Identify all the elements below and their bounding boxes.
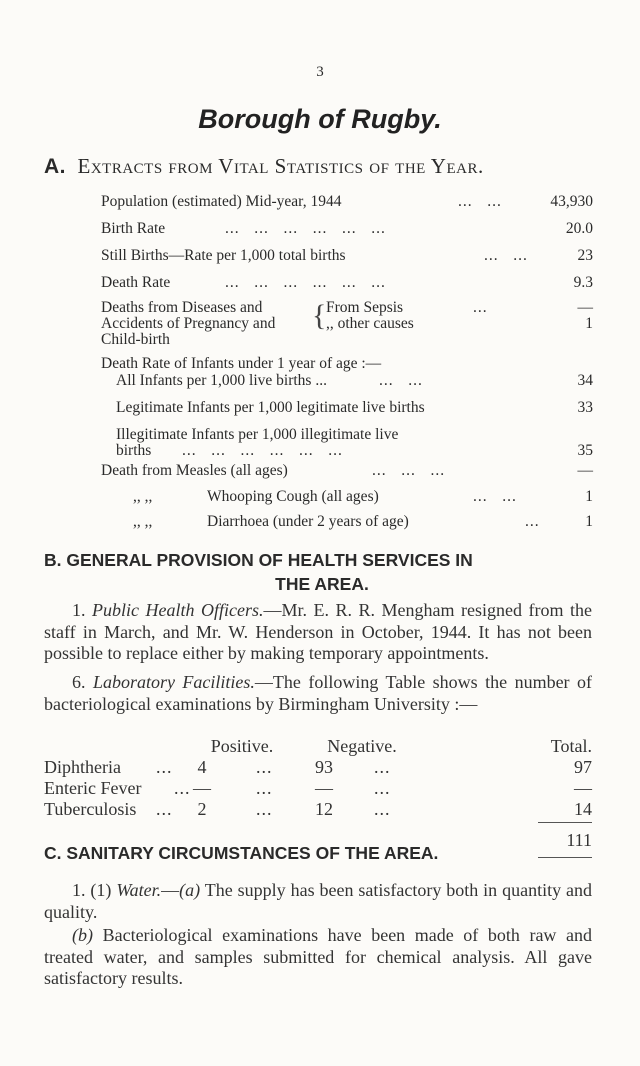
row-name: Enteric Fever bbox=[44, 778, 142, 798]
para-text: —Mr. E. R. R. Mengham resigned from the staff in March, and Mr. W. Henderson in October, 1944. It has not been possible to replace either by making temporary appointments. bbox=[44, 600, 592, 663]
stat-label: Birth Rate bbox=[101, 220, 166, 237]
ditto-marks: ,, ,, bbox=[133, 488, 153, 505]
section-b-heading-line2: THE AREA. bbox=[275, 574, 369, 594]
stat-value: — bbox=[577, 462, 593, 479]
stat-row-measles: Death from Measles (all ages) ... ... ... — bbox=[101, 462, 593, 479]
row-total: — bbox=[574, 778, 592, 798]
row-total: 97 bbox=[574, 757, 592, 777]
row-positive: — bbox=[193, 778, 211, 798]
other-causes-value: 1 bbox=[585, 315, 593, 332]
para-sub: (a) bbox=[179, 880, 201, 900]
para-text: Bacteriological examinations have been made of both raw and treated water, and samples submitted for chemical analysis. All gave satisfactory results. bbox=[44, 925, 592, 988]
paragraph-public-health-officers bbox=[44, 600, 592, 665]
para-title: Public Health Officers. bbox=[92, 600, 264, 620]
stat-value: 43,930 bbox=[550, 193, 593, 210]
infant-death-heading: Death Rate of Infants under 1 year of age :— bbox=[101, 355, 382, 372]
stat-row-diarrhoea: ,, ,, Diarrhoea (under 2 years of age) ... 1 bbox=[133, 513, 593, 530]
total-rule-top bbox=[538, 822, 592, 823]
section-a-heading-part2: the Year. bbox=[395, 154, 484, 178]
row-negative: 93 bbox=[315, 757, 333, 777]
stat-label: Death Rate bbox=[101, 274, 171, 291]
stat-row-illegit-infants: Illegitimate Infants per 1,000 illegitimate live births ... ... ... ... ... ... 35 bbox=[116, 426, 593, 459]
from-sepsis-label: From Sepsis bbox=[326, 299, 404, 316]
stat-value: 33 bbox=[577, 399, 593, 416]
row-negative: 12 bbox=[315, 799, 333, 819]
stat-row-legit-infants bbox=[116, 398, 593, 418]
stat-value: 34 bbox=[577, 372, 593, 389]
paragraph-water-b bbox=[44, 925, 592, 990]
header-total: Total. bbox=[550, 736, 592, 756]
stat-row-still-births: Still Births—Rate per 1,000 total births ... ... 23 bbox=[101, 247, 593, 264]
stat-label: Population (estimated) Mid-year, 1944 bbox=[101, 193, 342, 210]
stat-value: 1 bbox=[585, 488, 593, 505]
table-row: Enteric Fever ... — ... — ... — bbox=[44, 778, 592, 798]
maternal-label-line3: Child-birth bbox=[101, 331, 170, 348]
stat-value: 20.0 bbox=[565, 220, 593, 237]
header-negative: Negative. bbox=[327, 736, 397, 756]
stat-value: 9.3 bbox=[573, 274, 593, 291]
para-text: The supply has been satisfactory both in quantity and quality. bbox=[44, 880, 592, 922]
para-number: 6. bbox=[72, 672, 86, 692]
stat-value: 23 bbox=[577, 247, 593, 264]
para-text: —The following Table shows the number of bacteriological examinations by Birmingham University :— bbox=[44, 672, 593, 714]
row-name: Tuberculosis bbox=[44, 799, 137, 819]
section-a-heading-part1: Extracts from Vital Statistics of bbox=[77, 154, 390, 178]
para-title: Water. bbox=[116, 880, 162, 900]
row-positive: 2 bbox=[197, 799, 207, 819]
para-number: 1. bbox=[72, 600, 86, 620]
row-total: 14 bbox=[574, 799, 592, 819]
stat-label: Legitimate Infants per 1,000 legitimate live births bbox=[116, 399, 425, 416]
header-positive: Positive. bbox=[210, 736, 274, 756]
stat-row-population: Population (estimated) Mid-year, 1944 ... ... 43,930 bbox=[101, 193, 593, 210]
other-causes-label: ,, other causes bbox=[326, 315, 414, 332]
sepsis-value: — bbox=[577, 299, 593, 316]
maternal-label-line2: Accidents of Pregnancy and bbox=[101, 315, 276, 332]
stat-label: Diarrhoea (under 2 years of age) bbox=[207, 513, 409, 530]
stat-value: 35 bbox=[577, 442, 593, 459]
paragraph-water-a: 1. (1) Water.—(a) The supply has been satisfactory both in quantity and quality. bbox=[44, 880, 592, 922]
maternal-label-line1: Deaths from Diseases and bbox=[101, 299, 263, 316]
stat-value: 1 bbox=[585, 513, 593, 530]
para-number: 1. (1) bbox=[72, 880, 112, 900]
para-sub: (b) bbox=[72, 925, 93, 945]
stat-label: All Infants per 1,000 live births ... bbox=[116, 372, 327, 389]
table-row: Diphtheria ... 4 ... 93 ... 97 bbox=[44, 757, 592, 777]
stat-label-line1: Illegitimate Infants per 1,000 illegitimate live bbox=[116, 426, 399, 443]
stat-label: Whooping Cough (all ages) bbox=[207, 488, 379, 505]
stat-label: Death from Measles (all ages) bbox=[101, 462, 288, 479]
section-a-letter: A. bbox=[44, 155, 66, 178]
stat-row-death-rate: Death Rate ... ... ... ... ... ... 9.3 bbox=[101, 274, 593, 291]
section-b-heading bbox=[44, 548, 600, 596]
row-name: Diphtheria bbox=[44, 757, 121, 777]
section-a-heading bbox=[44, 154, 604, 179]
stat-block-maternal-deaths: Deaths from Diseases and Accidents of Pregnancy and Child-birth { From Sepsis ... ,, other causes — 1 bbox=[101, 299, 593, 348]
table-row: Tuberculosis ... 2 ... 12 ... 14 bbox=[44, 799, 592, 819]
stat-label-line2: births bbox=[116, 442, 152, 459]
brace-symbol: { bbox=[312, 299, 327, 332]
stat-row-whooping-cough: ,, ,, Whooping Cough (all ages) ... ... 1 bbox=[133, 488, 593, 505]
stat-row-all-infants: All Infants per 1,000 live births ... ... ... 34 bbox=[116, 372, 593, 389]
section-c-heading: C. SANITARY CIRCUMSTANCES OF THE AREA. bbox=[44, 843, 439, 863]
page-number: 3 bbox=[316, 64, 324, 80]
row-positive: 4 bbox=[197, 757, 207, 777]
page-title: Borough of Rugby. bbox=[198, 104, 442, 134]
grand-total: 111 bbox=[566, 830, 592, 850]
stat-row-birth-rate: Birth Rate ... ... ... ... ... ... 20.0 bbox=[101, 220, 593, 237]
lab-examinations-table bbox=[44, 736, 592, 850]
section-b-heading-line1: B. GENERAL PROVISION OF HEALTH SERVICES IN bbox=[44, 550, 473, 570]
stat-label: Still Births—Rate per 1,000 total births bbox=[101, 247, 346, 264]
table-header-row bbox=[44, 736, 592, 757]
row-negative: — bbox=[315, 778, 333, 798]
paragraph-laboratory-facilities bbox=[44, 672, 592, 715]
para-title: Laboratory Facilities. bbox=[92, 672, 255, 692]
ditto-marks: ,, ,, bbox=[133, 513, 153, 530]
